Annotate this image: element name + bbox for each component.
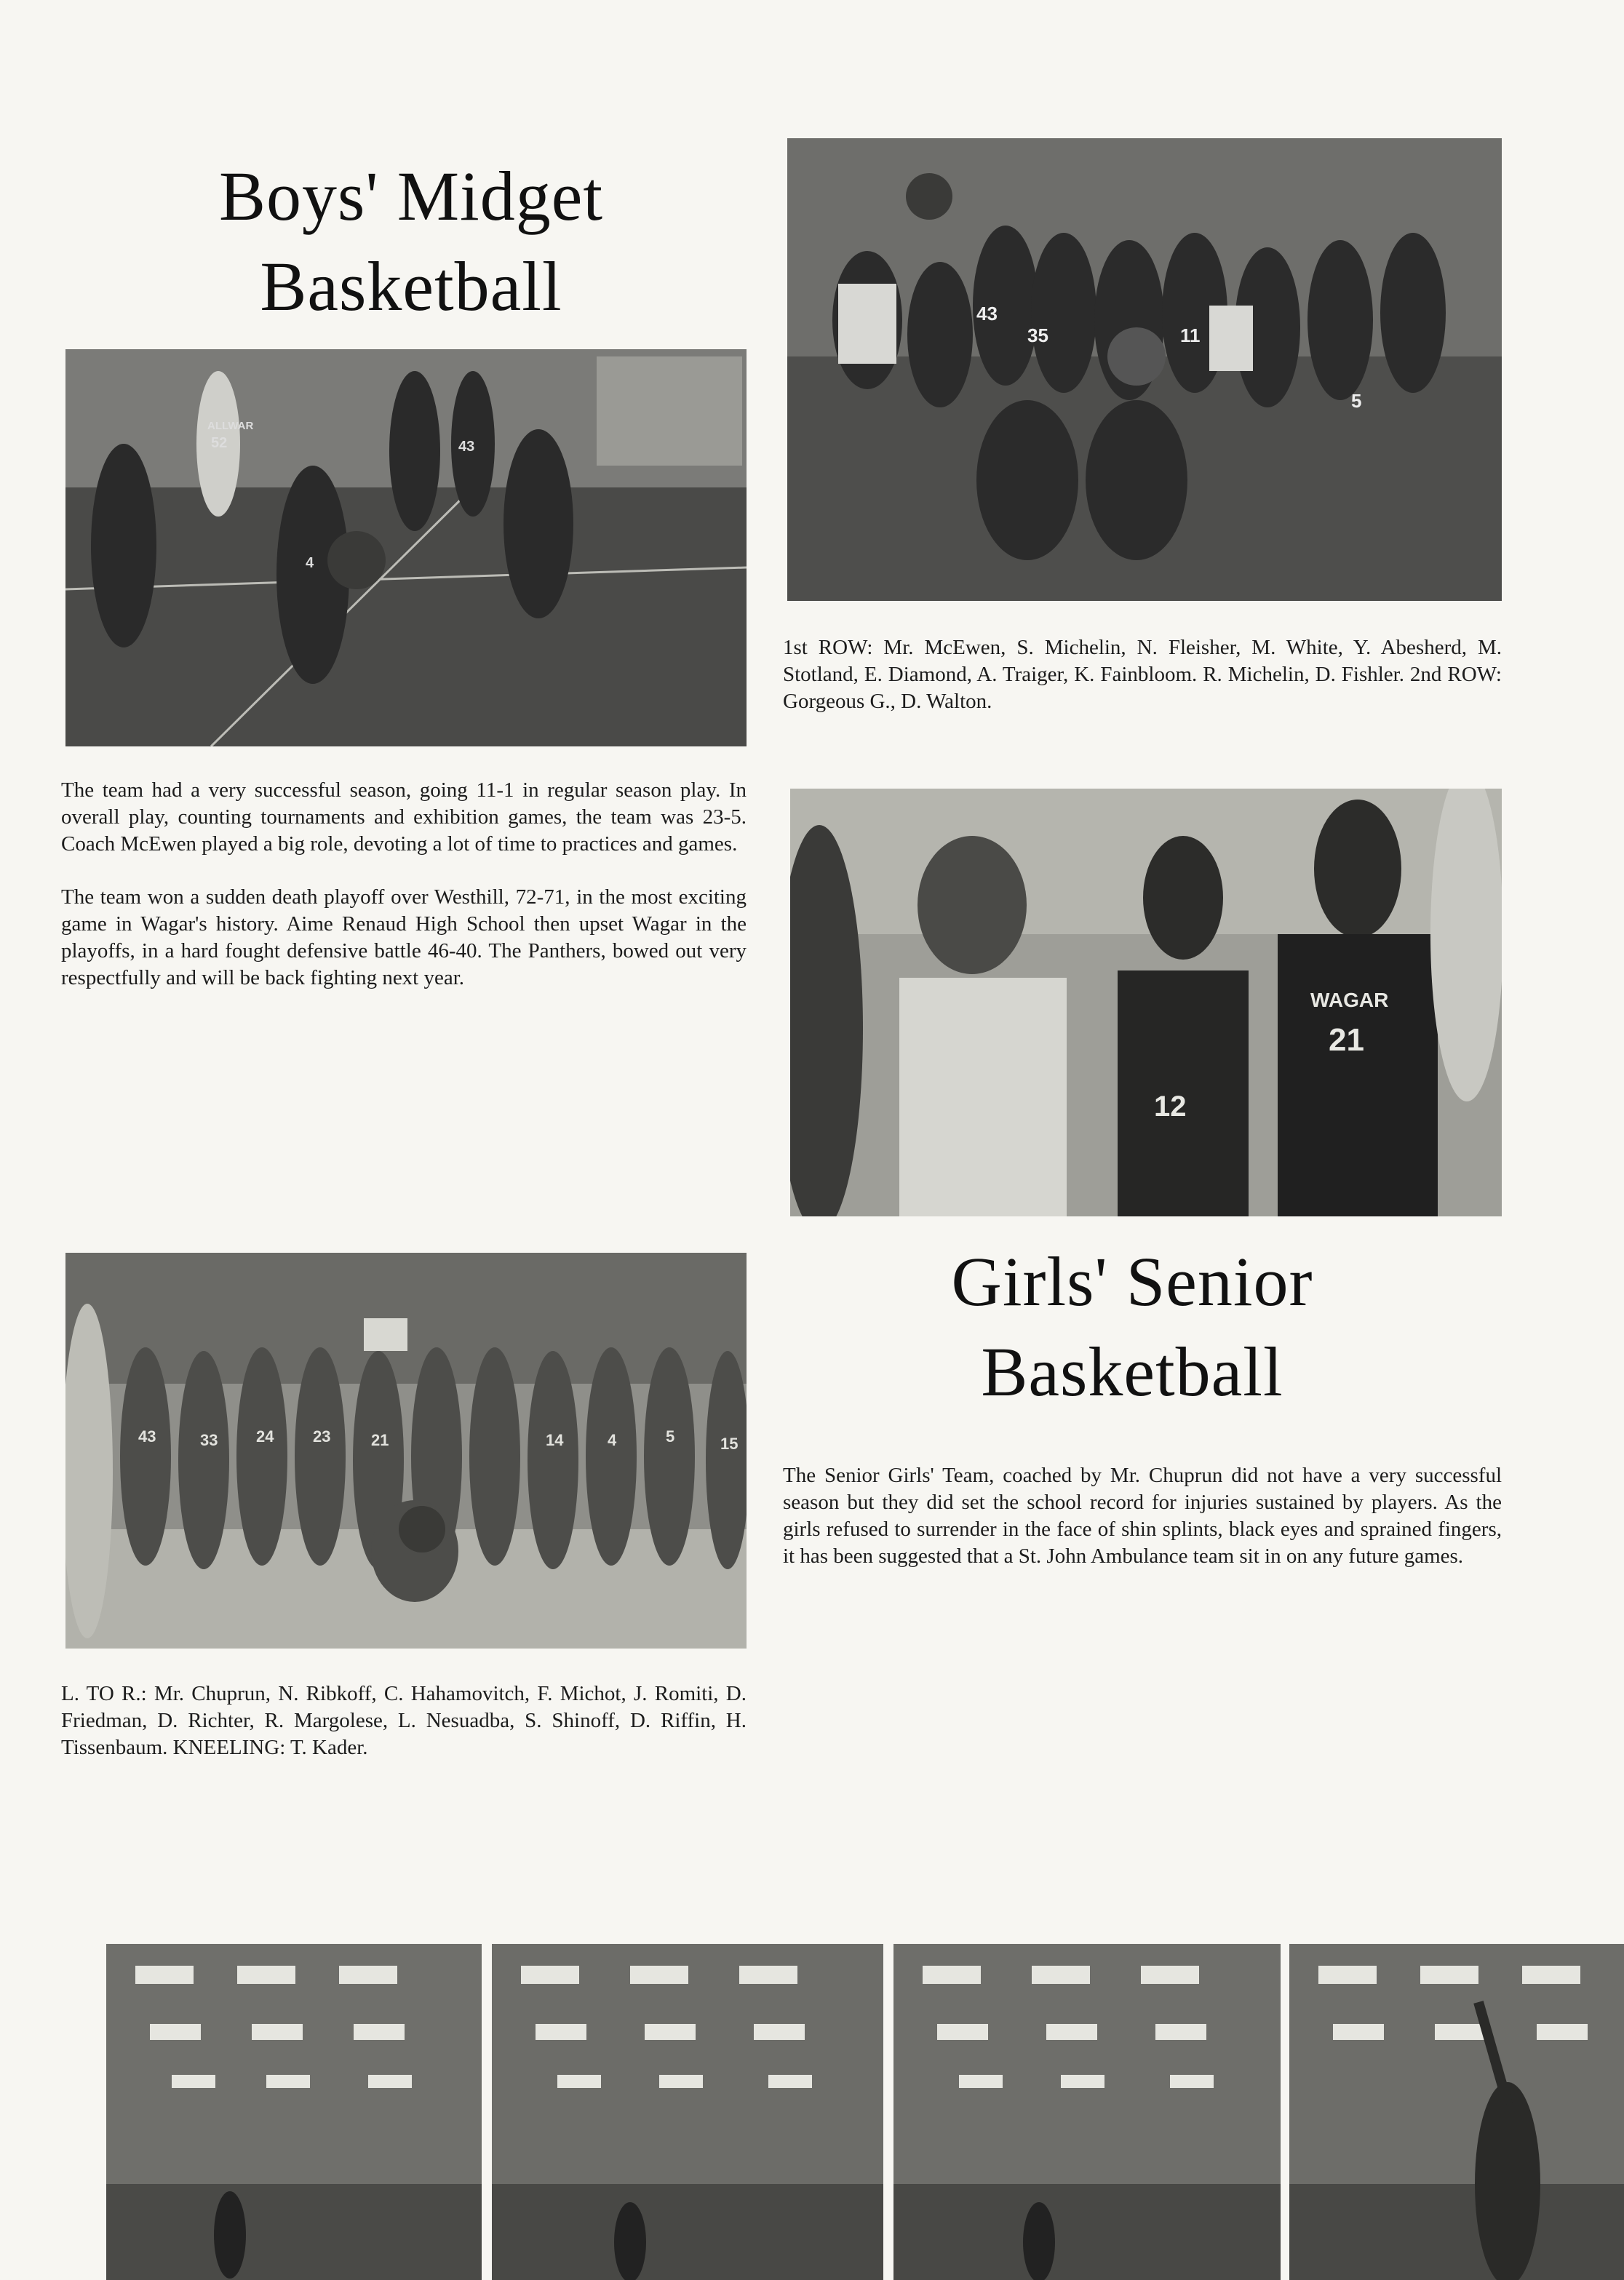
- girls-jersey-15: 15: [720, 1435, 739, 1453]
- gym-sequence-photo-3-image: [893, 1944, 1281, 2280]
- boys-action-jersey-52: 52: [211, 435, 228, 451]
- gym-sequence-photo-4-image: [1289, 1944, 1624, 2280]
- girls-jersey-24: 24: [256, 1427, 274, 1446]
- girls-jersey-5: 5: [666, 1427, 675, 1446]
- boys-action-photo: [65, 349, 747, 746]
- boys-story-paragraph-2: The team won a sudden death playoff over Westhill, 72-71, in the most exciting game in Wagar's history. Aime Renaud High School then upset Wagar in the playoffs, in a hard fought defensive battle 46-40. The Panthers, bowed out very respectfully and will be back fighting next year.: [61, 885, 747, 989]
- boys-story: [61, 777, 747, 1018]
- boys-team-photo: [787, 138, 1502, 601]
- gym-sequence-photo-1: [106, 1944, 482, 2280]
- girls-heading: [790, 1237, 1474, 1417]
- gym-sequence-photo-2: [492, 1944, 883, 2280]
- huddle-jersey-wagar-text: WAGAR: [1310, 989, 1389, 1011]
- girls-team-photo-image: [65, 1253, 747, 1649]
- gym-sequence-photo-4: [1289, 1944, 1624, 2280]
- girls-team-photo: [65, 1253, 747, 1649]
- girls-jersey-33: 33: [200, 1431, 218, 1449]
- boys-team-jersey-43: 43: [976, 303, 998, 324]
- boys-story-paragraph-1: The team had a very successful season, going 11-1 in regular season play. In overall play, counting tournaments and exhibition games, the team was 23-5. Coach McEwen played a big role, devoting a lot of time to practices and games.: [61, 778, 747, 856]
- boys-team-photo-image: [787, 138, 1502, 601]
- gym-sequence-photo-1-image: [106, 1944, 482, 2280]
- boys-action-opponent-jersey-text: ALLWAR: [207, 420, 254, 432]
- girls-roster-caption: L. TO R.: Mr. Chuprun, N. Ribkoff, C. Hahamovitch, F. Michot, J. Romiti, D. Friedman, D. Richter, R. Margolese, L. Nesuadba, S. Shinoff, D. Riffin, H. Tissenbaum. KNEELING: T. Kader.: [61, 1682, 747, 1759]
- boys-action-photo-image: [65, 349, 747, 746]
- girls-story: The Senior Girls' Team, coached by Mr. Chuprun did not have a very successful season but they did set the school record for injuries sustained by players. As the girls refused to surrender in the face of shin splints, black eyes and sprained fingers, it has been suggested that a St. John Ambulance team sit in on any future games.: [783, 1464, 1502, 1568]
- huddle-jersey-21: 21: [1329, 1022, 1364, 1058]
- boys-roster-caption: 1st ROW: Mr. McEwen, S. Michelin, N. Fleisher, M. White, Y. Abesherd, M. Stotland, E. Diamond, A. Traiger, K. Fainbloom. R. Michelin, D. Fishler. 2nd ROW: Gorgeous G., D. Walton.: [783, 636, 1502, 713]
- girls-jersey-43: 43: [138, 1427, 156, 1446]
- girls-jersey-4: 4: [608, 1431, 617, 1449]
- boys-heading: [65, 151, 757, 332]
- boys-team-jersey-35: 35: [1027, 324, 1048, 346]
- boys-heading-line2: Basketball: [260, 247, 562, 325]
- boys-team-jersey-5: 5: [1351, 390, 1362, 412]
- boys-action-jersey-4: 4: [306, 555, 314, 571]
- gym-sequence-photo-3: [893, 1944, 1281, 2280]
- girls-heading-line1: Girls' Senior: [951, 1243, 1313, 1320]
- coach-huddle-photo-image: [790, 789, 1502, 1216]
- girls-jersey-23: 23: [313, 1427, 331, 1446]
- huddle-jersey-12: 12: [1154, 1091, 1187, 1123]
- girls-jersey-14: 14: [546, 1431, 564, 1449]
- girls-heading-line2: Basketball: [981, 1333, 1283, 1411]
- boys-team-jersey-11: 11: [1180, 324, 1201, 346]
- girls-jersey-21: 21: [371, 1431, 389, 1449]
- boys-heading-line1: Boys' Midget: [219, 157, 603, 235]
- boys-action-jersey-43: 43: [458, 439, 475, 455]
- coach-huddle-photo: [790, 789, 1502, 1216]
- gym-sequence-photo-2-image: [492, 1944, 883, 2280]
